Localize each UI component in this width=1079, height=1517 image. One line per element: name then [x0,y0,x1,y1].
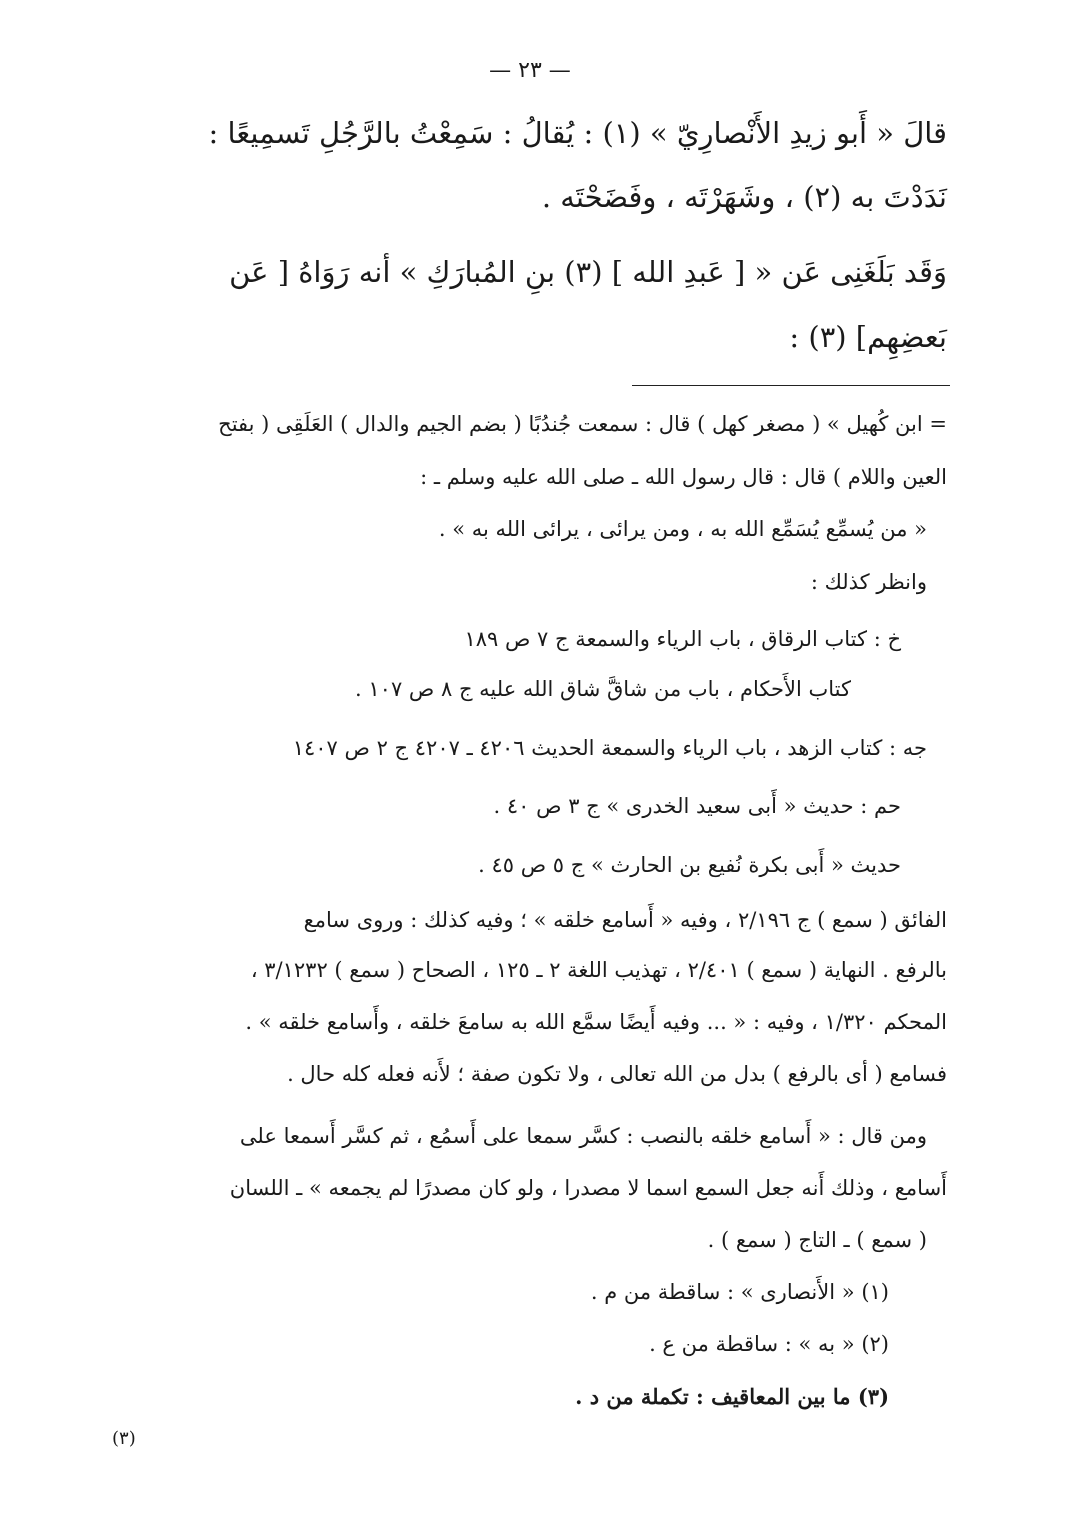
main-text-line-4: بَعضِهِم] (٣) : [789,320,947,354]
note-line-9: حديث « أَبى بكرة نُفيع بن الحارث » ج ٥ ص ٤٥ . [478,853,901,877]
note-line-14: ومن قال : « أَسامع خلقه بالنصب : كسَّر سمعا على أَسمُع ، ثم كسَّر أَسمعا على [239,1124,927,1148]
note-line-13: فسامع ( أى بالرفع ) بدل من الله تعالى ، ولا تكون صفة ؛ لأَنه فعله كله حال . [287,1062,947,1086]
note-line-1: = ابن كُهيل » ( مصغر كهل ) قال : سمعت جُندُبًا ( بضم الجيم والدال ) العَلَقِى ( بفتح [218,412,947,436]
note-line-8: حم : حديث « أَبى سعيد الخدرى » ج ٣ ص ٤٠ . [493,794,901,818]
footnote-text: ما بين المعاقيف : تكملة من د . [575,1384,851,1409]
note-line-2: العين واللام ) قال : قال رسول الله ـ صلى الله عليه وسلم ـ : [420,465,947,489]
footnote-number: (٣) [857,1384,889,1409]
note-line-15: أَسامع ، وذلك أَنه جعل السمع اسما لا مصدرا ، ولو كان مصدرًا لم يجمعه » ـ اللسان [229,1176,947,1200]
note-line-11: بالرفع . النهاية ( سمع ) ٢/٤٠١ ، تهذيب اللغة ٢ ـ ١٢٥ ، الصحاح ( سمع ) ٣/١٢٣٢ ، [250,958,947,982]
note-line-6: كتاب الأَحكام ، باب من شاقَّ شاق الله عليه ج ٨ ص ١٠٧ . [355,677,851,701]
footnote-number: (١) [861,1280,889,1304]
main-text-line-2: نَدَدْتَ به (٢) ، وشَهَرْتَه ، وفَضَحْتَه . [541,180,947,214]
page-number: — ٢٣ — [489,58,571,83]
note-line-10: الفائق ( سمع ) ج ٢/١٩٦ ، وفيه « أَسامع خلقه » ؛ وفيه كذلك : وروى سامع [303,908,947,932]
note-line-4: وانظر كذلك : [810,570,927,594]
footnote-number: (٢) [861,1332,889,1356]
main-text-line-3: وَقَد بَلَغَنِى عَن « [ عَبدِ الله ] (٣) بنِ المُبارَكِ » أنه رَوَاهُ [ عَن [229,255,947,289]
footnote-2 [649,1332,889,1356]
footnote-text: « الأَنصارى » : ساقطة من م . [590,1280,855,1304]
footnote-separator [632,385,950,386]
note-line-3: « من يُسمِّع يُسَمِّع الله به ، ومن يرائى ، يرائى الله به » . [438,517,927,541]
note-line-7: جه : كتاب الزهد ، باب الرياء والسمعة الحديث ٤٢٠٦ ـ ٤٢٠٧ ج ٢ ص ١٤٠٧ [292,736,927,760]
main-text-line-1: قالَ « أَبو زيدِ الأَنْصارِيّ » (١) : يُقالُ : سَمِعْتُ بالرَّجُلِ تَسمِيعًا : [208,116,947,150]
note-line-5: خ : كتاب الرقاق ، باب الرياء والسمعة ج ٧ ص ١٨٩ [464,627,901,651]
note-line-16: ( سمع ) ـ التاج ( سمع ) . [707,1228,927,1252]
footnote-text: « به » : ساقطة من ع . [649,1332,855,1356]
footnote-1 [591,1280,889,1304]
note-line-12: المحكم ١/٣٢٠ ، وفيه : « ... وفيه أَيضًا سمَّع الله به سامعَ خلقه ، وأَسامع خلقه » . [245,1010,947,1034]
signature-mark: (٣) [112,1428,136,1449]
footnote-3 [575,1384,889,1409]
